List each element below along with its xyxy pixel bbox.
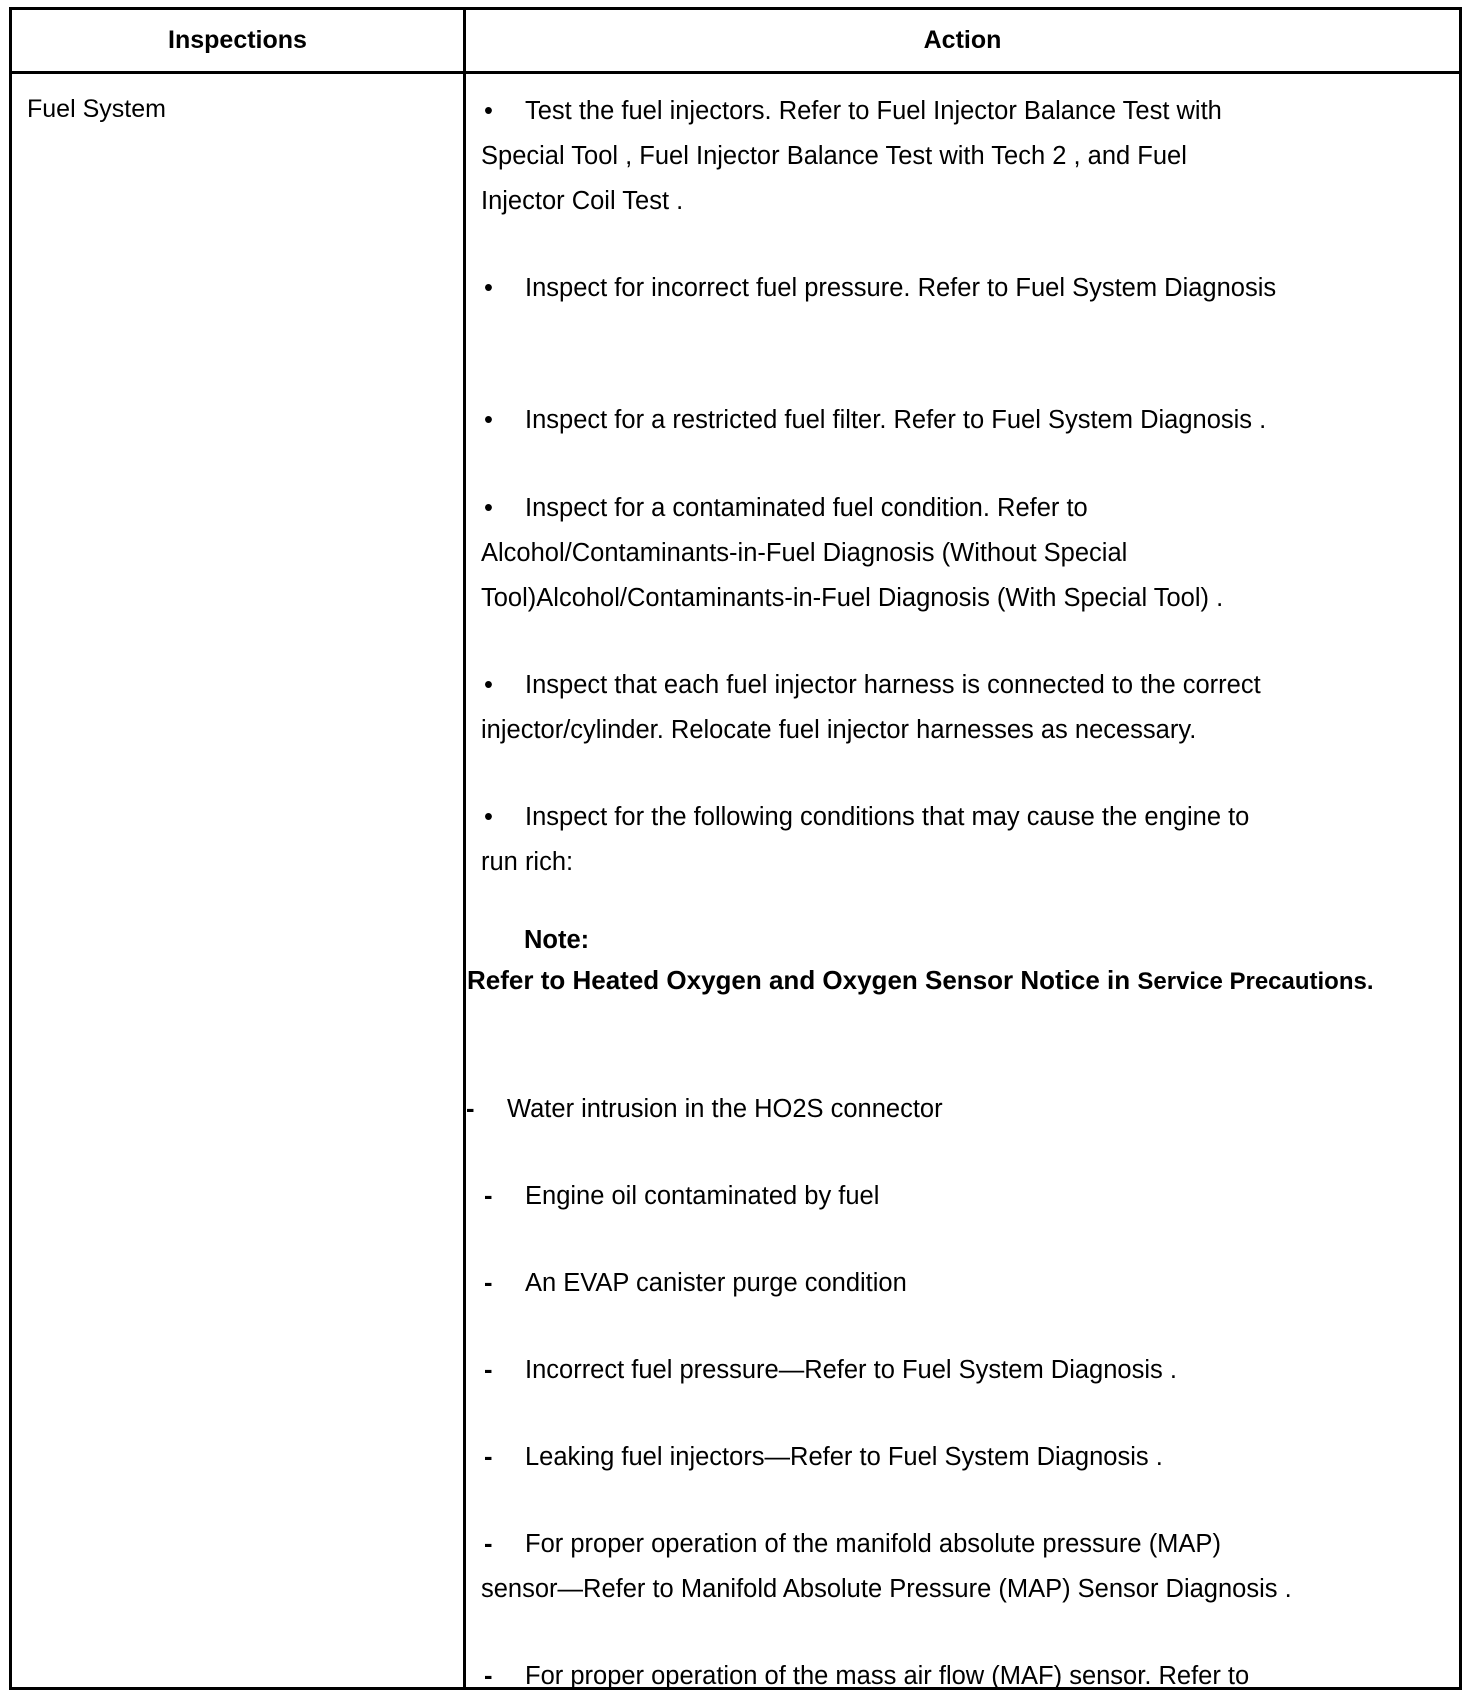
dash: - [484,1269,493,1297]
action-4-line-3: Tool)Alcohol/Contaminants-in-Fuel Diagnosis (With Special Tool) . [481,584,1224,612]
condition-1-line-1: - Water intrusion in the HO2S connector [466,1087,943,1131]
inspection-fuel-system: Fuel System [27,95,166,123]
action-5-line-1: • Inspect that each fuel injector harness is connected to the correct [484,663,1261,707]
bullet: • [484,274,493,302]
header-inspections: Inspections [168,26,307,54]
action-4-line-2: Alcohol/Contaminants-in-Fuel Diagnosis (Without Special [481,539,1128,567]
action-1-line-3: Injector Coil Test . [481,187,684,215]
condition-2-line-1: - Engine oil contaminated by fuel [484,1174,879,1218]
action-6-line-1: • Inspect for the following conditions that may cause the engine to [484,795,1249,839]
action-4-line-1: • Inspect for a contaminated fuel condition. Refer to [484,486,1088,530]
bullet: • [484,671,493,699]
note-text: Refer to Heated Oxygen and Oxygen Sensor Notice in Service Precautions. [467,965,1374,995]
action-1-line-1: • Test the fuel injectors. Refer to Fuel Injector Balance Test with [484,89,1222,133]
bullet: • [484,97,493,125]
action-3-line-1: • Inspect for a restricted fuel filter. Refer to Fuel System Diagnosis . [484,398,1266,442]
dash: - [484,1182,493,1210]
condition-3-line-1: - An EVAP canister purge condition [484,1261,907,1305]
dash: - [466,1095,475,1123]
column-divider [463,7,466,1690]
action-2-line-1: • Inspect for incorrect fuel pressure. Refer to Fuel System Diagnosis [484,266,1276,310]
condition-4-line-1: - Incorrect fuel pressure—Refer to Fuel System Diagnosis . [484,1348,1177,1392]
condition-6-line-1: - For proper operation of the manifold absolute pressure (MAP) [484,1522,1221,1566]
header-action: Action [923,26,1002,54]
condition-5-line-1: - Leaking fuel injectors—Refer to Fuel System Diagnosis . [484,1435,1163,1479]
dash: - [484,1356,493,1384]
condition-6-line-2: sensor—Refer to Manifold Absolute Pressure (MAP) Sensor Diagnosis . [481,1575,1292,1603]
header-divider [9,71,1462,74]
note-heading: Note: [524,926,590,954]
bullet: • [484,803,493,831]
bullet: • [484,406,493,434]
dash: - [484,1662,493,1690]
action-5-line-2: injector/cylinder. Relocate fuel injector harnesses as necessary. [481,716,1197,744]
dash: - [484,1530,493,1558]
bullet: • [484,494,493,522]
action-1-line-2: Special Tool , Fuel Injector Balance Test with Tech 2 , and Fuel [481,142,1187,170]
action-6-line-2: run rich: [481,848,574,876]
condition-7-line-1: - For proper operation of the mass air flow (MAF) sensor. Refer to [484,1654,1249,1698]
dash: - [484,1443,493,1471]
